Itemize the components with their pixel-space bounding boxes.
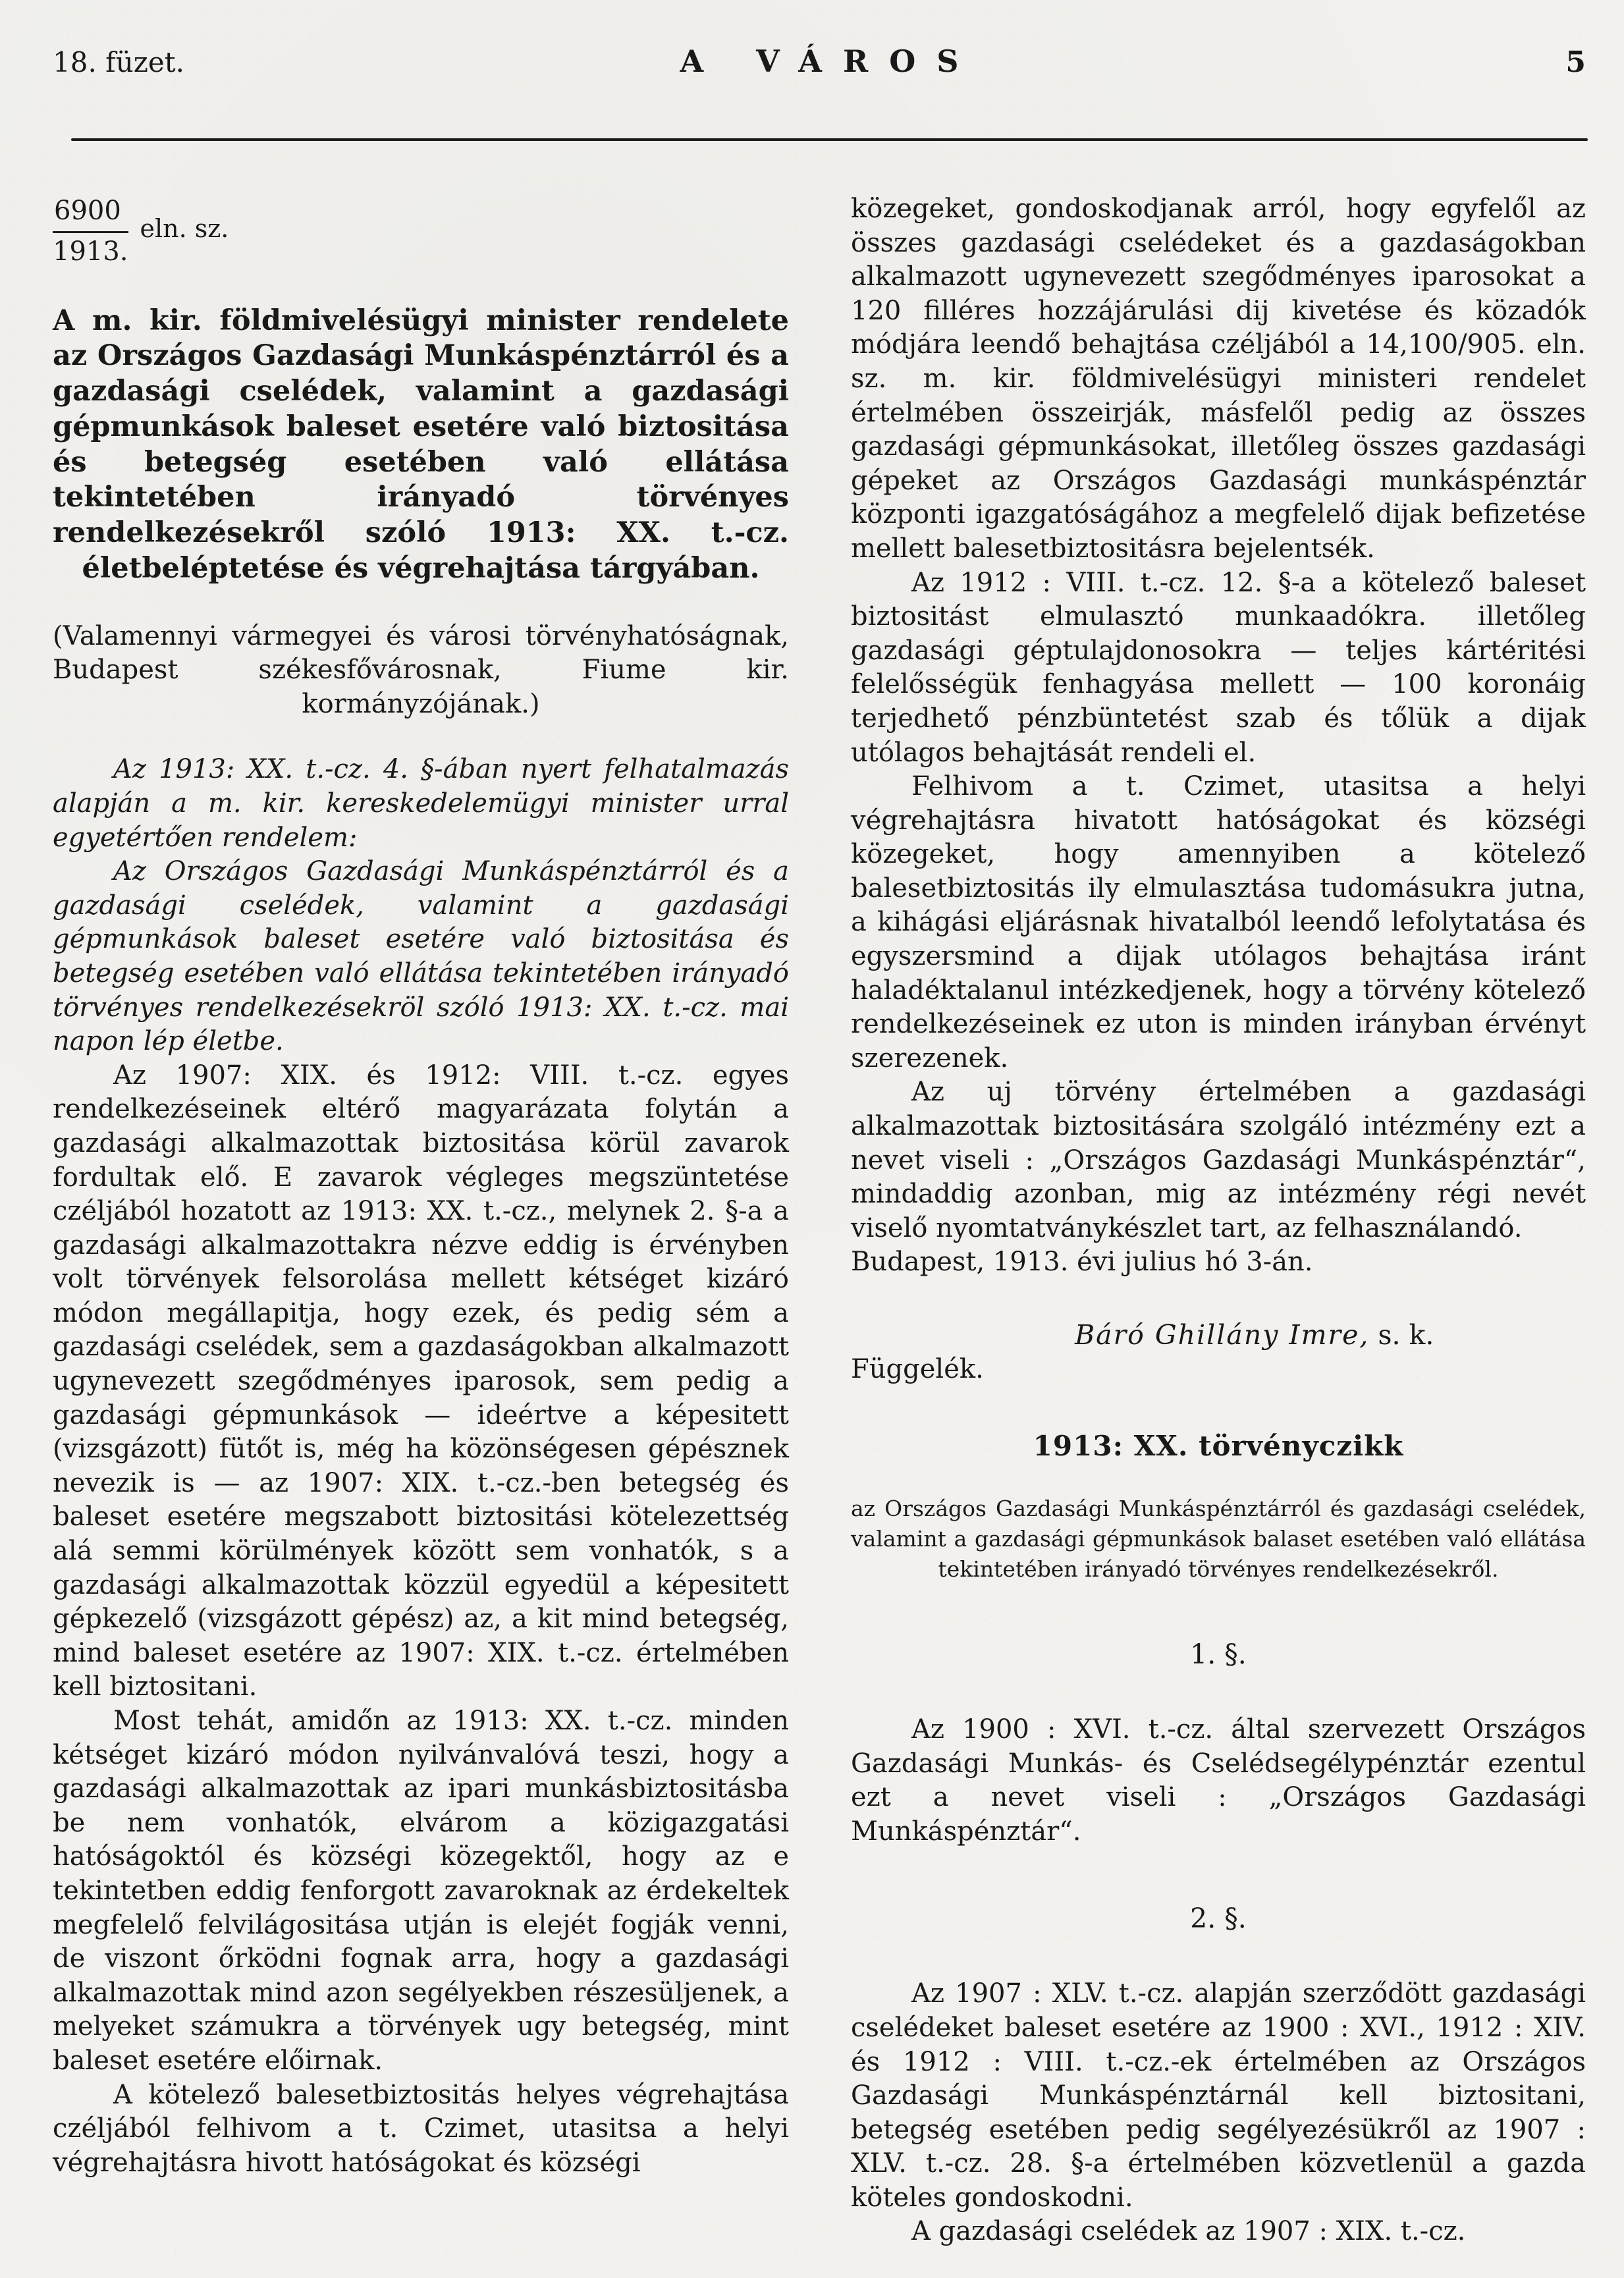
paragraph: Az uj törvény értelmében a gazdasági alkalmazottak biztositására szolgáló intézmény ezt a nevet viseli : „Országos Gazdasági Munkáspénztár“, mindaddig azonban, mig az intézmény régi nevét viselő nyomtatványkészlet tart, az felhasználandó. xyxy=(851,1077,1586,1243)
paragraph: közegeket, gondoskodjanak arról, hogy egyfelől az összes gazdasági cselédeket és a gazdaságokban alkalmazott ugynevezett szegődményes iparosokat a 120 filléres hozzájárulási dij kivetése és közadók módjára leendő behajtása czéljából a 14,100/905. eln. sz. m. kir. földmivelésügyi ministeri rendelet értelmében összeirják, másfelől pedig az összes gazdasági gépmunkásokat, illetőleg összes gazdasági gépeket az Országos Gazdasági munkáspénztár központi igazgatóságához a megfelelő dijak befizetése mellett balesetbiztositásra bejelentsék. xyxy=(851,194,1586,564)
closing-line: A gazdasági cselédek az 1907 : XIX. t.-cz. xyxy=(911,2216,1466,2247)
page-number: 5 xyxy=(1565,45,1586,79)
paragraph: Az 1913: XX. t.-cz. 4. §-ában nyert felhatalmazás alapján a m. kir. kereskedelemügyi minister urral egyetértően rendelem: xyxy=(53,754,789,853)
right-column xyxy=(851,192,1586,2249)
reference-fraction xyxy=(53,196,128,267)
issue-label: 18. füzet. xyxy=(53,46,184,78)
section-2-body: Az 1907 : XLV. t.-cz. alapján szerződött gazdasági cselédeket baleset esetére az 1900 : XVI., 1912 : XIV. és 1912 : VIII. t.-cz.-ek értelmében az Országos Gazdasági Munkáspénztárnál kell biztositani, betegség esetében pedig segélyezésükről az 1907 : XLV. t.-cz. 28. §-a értelmében közvetlenül a gazda köteles gondoskodni. xyxy=(851,1978,1586,2213)
two-column-body xyxy=(53,192,1586,2249)
paragraph: Az 1907: XIX. és 1912: VIII. t.-cz. egyes rendelkezéseinek eltérő magyarázata folytán a gazdasági alkalmazottak biztositása körül zavarok fordultak elő. E zavarok végleges megszüntetése czéljából hozatott az 1913: XX. t.-cz., melynek 2. §-a a gazdasági alkalmazottakra nézve eddig is érvényben volt törvények felsorolása mellett kétséget kizáró módon megállapitja, hogy ezek, és pedig sém a gazdasági cselédek, sem a gazdaságokban alkalmazott ugynevezett szegődményes iparosok, sem pedig a gazdasági gépmunkások — ideértve a képesitett (vizsgázott) fütőt is, még ha közönségesen gépésznek nevezik is — az 1907: XIX. t.-cz.-ben betegség és baleset esetére megszabott biztositási kötelezettség alá semmi körülmények között sem vonhatók, s a gazdasági alkalmazottak közzül egyedül a képesitett gépkezelő (vizsgázott gépész) az, a kit mind betegség, mind baleset esetére az 1907: XIX. t.-cz. értelmében kell biztositani. xyxy=(53,1060,789,1702)
signature-name: Báró Ghillány Imre, xyxy=(1075,1319,1370,1351)
section-2-heading: 2. §. xyxy=(1190,1903,1247,1935)
paragraph: Most tehát, amidőn az 1913: XX. t.-cz. minden kétséget kizáró módon nyilvánvalóvá teszi, hogy a gazdasági alkalmazottak az ipari munkásbiztositásba be nem vonhatók, elvárom a közigazgatási hatóságoktól és községi közegektől, hogy az e tekintetben eddig fenforgott zavaroknak az érdekeltek megfelelő felvilágositása utján is elejét fogják venni, de viszont őrködni fognak arra, hogy a gazdasági alkalmazottak mind azon segélyekben részesüljenek, a melyeket számukra a törvények ugy betegség, mint baleset esetére előirnak. xyxy=(53,1706,789,2076)
law-heading: 1913: XX. törvényczikk xyxy=(1033,1430,1404,1463)
section-1-body: Az 1900 : XVI. t.-cz. által szervezett Országos Gazdasági Munkás- és Cselédsegélypénztár ezentul ezt a nevet viseli : „Országos Gazdasági Munkáspénztár“. xyxy=(851,1714,1586,1847)
header-rule xyxy=(71,138,1588,141)
reference-number xyxy=(53,196,789,267)
law-subtitle: az Országos Gazdasági Munkáspénztárról és gazdasági cselédek, valamint a gazdasági gépmunkások balaset esetében való ellátása tekintetében irányadó törvényes rendelkezésekről. xyxy=(851,1495,1586,1583)
journal-title: A VÁROS xyxy=(680,43,980,79)
paragraph: Az 1912 : VIII. t.-cz. 12. §-a a kötelező baleset biztositást elmulasztó munkaadókra. illetőleg gazdasági géptulajdonosokra — teljes kártéritési felelősségük fenhagyása mellett — 100 koronáig terjedhető pénzbüntetést szab és tőlük a dijak utólagos behajtását rendeli el. xyxy=(851,567,1586,768)
left-column xyxy=(53,192,789,2249)
appendix-label: Függelék. xyxy=(851,1353,984,1384)
signature-line xyxy=(1075,1318,1586,1353)
signature-suffix: s. k. xyxy=(1378,1319,1434,1351)
reference-suffix: eln. sz. xyxy=(140,213,229,243)
addressee-note: (Valamennyi vármegyei és városi törvényhatóságnak, Budapest székesfővárosnak, Fiume kir. kormányzójának.) xyxy=(53,620,789,719)
reference-denominator: 1913. xyxy=(53,236,128,267)
dateline: Budapest, 1913. évi julius hó 3-án. xyxy=(851,1247,1313,1278)
section-1-heading: 1. §. xyxy=(1190,1639,1247,1671)
paragraph: Felhivom a t. Czimet, utasitsa a helyi végrehajtásra hivatott hatóságokat és községi közegeket, hogy amennyiben a kötelező balesetbiztositás ily elmulasztása tudomásukra jutna, a kihágási eljárásnak hivatalból leendő lefolytatása és egyszersmind a dijak utólagos behajtása iránt haladéktalanul intézkedjenek, hogy a törvény kötelező rendelkezéseinek ez uton is minden irányban érvényt szerezenek. xyxy=(851,771,1586,1073)
reference-numerator: 6900 xyxy=(53,196,128,233)
page-header xyxy=(53,43,1586,79)
decree-title: A m. kir. földmivelésügyi minister rendelete az Országos Gazdasági Munkáspénztárról és a gazdasági cselédek, valamint a gazdasági gépmunkások baleset esetére való biztositása és betegség esetében való ellátása tekintetében irányadó törvényes rendelkezésekről szóló 1913: XX. t.-cz. életbeléptetése és végrehajtása tárgyában. xyxy=(53,304,789,585)
paragraph: Az Országos Gazdasági Munkáspénztárról és a gazdasági cselédek, valamint a gazdasági gépmunkások baleset esetére való biztositása és betegség esetében való ellátása tekintetében irányadó törvényes rendelkezésekröl szóló 1913: XX. t.-cz. mai napon lép életbe. xyxy=(53,856,789,1057)
paragraph: A kötelező balesetbiztositás helyes végrehajtása czéljából felhivom a t. Czimet, utasitsa a helyi végrehajtásra hivott hatóságokat és községi xyxy=(53,2079,789,2178)
